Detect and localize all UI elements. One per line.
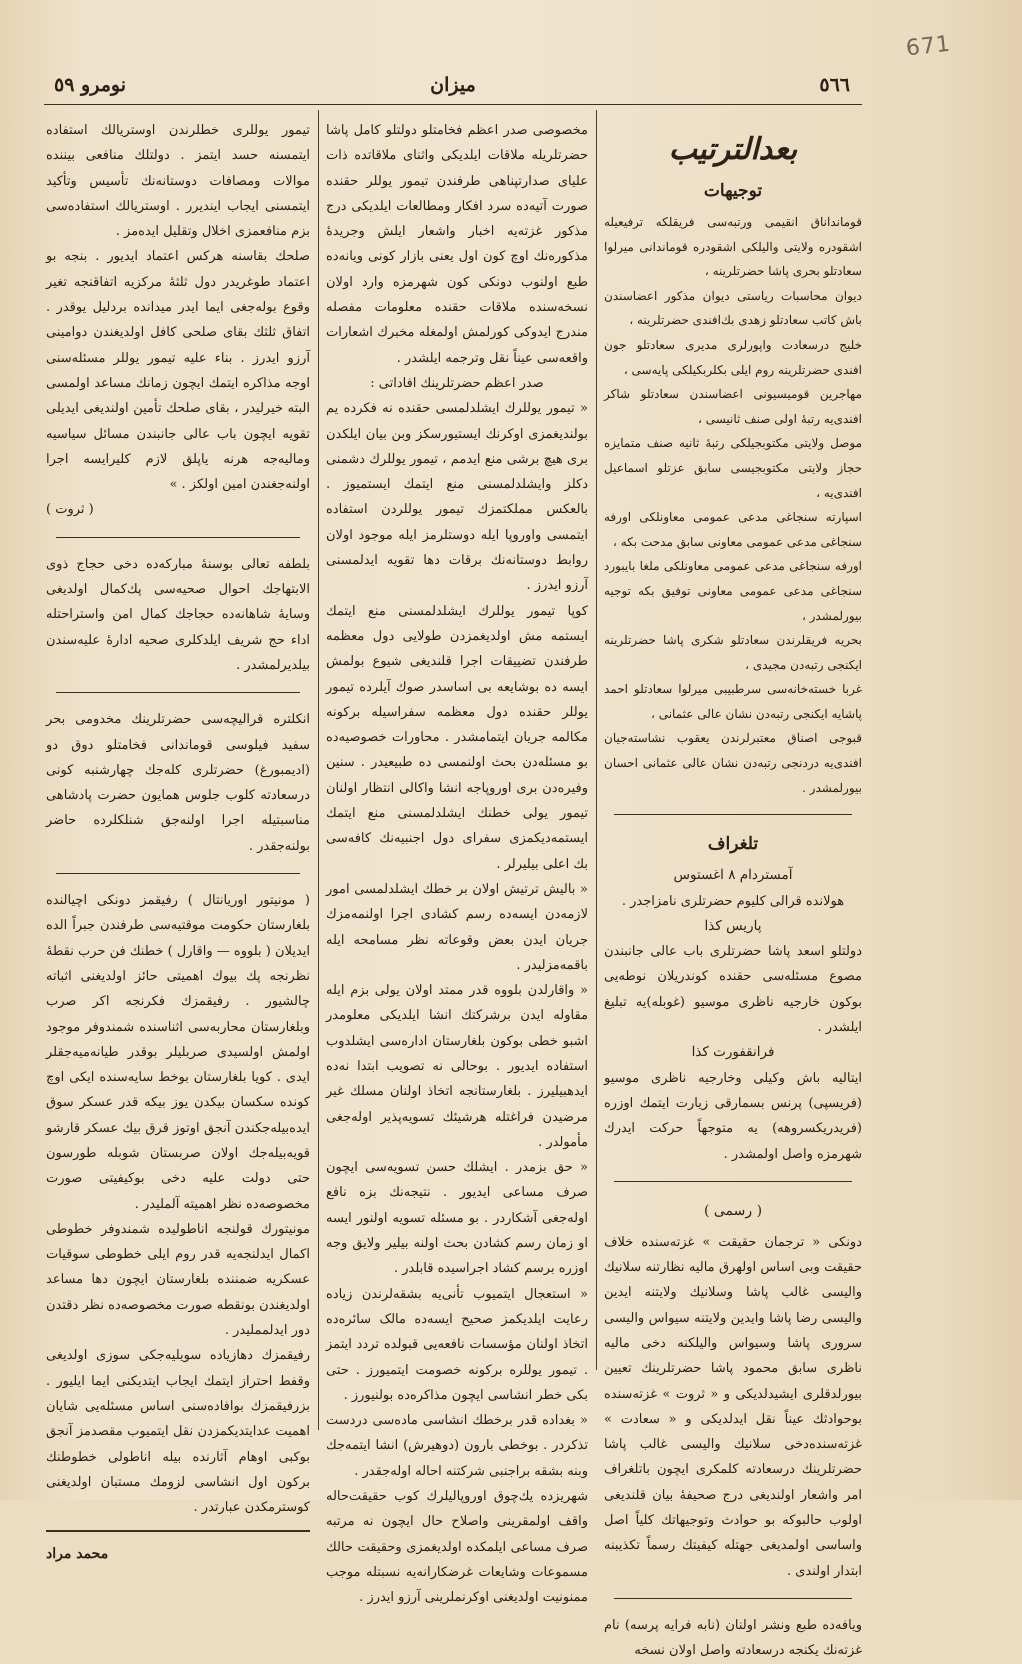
newspaper-title: میزان	[430, 74, 476, 96]
page-header	[44, 70, 862, 102]
railway-paragraph: تیمور یوللری خطلرندن اوستریالك استفاده ایتمسنه حسد ایتمز . دولتلك منافعی بیننده موالات ومصافات دوستانه‌نك تأسیس وتأکید ایتمسنی ایجاب ایندیرر . اوستریالك استفاده‌سی بزم منافعمزی اخلال وتقلیل ایده‌مز .	[46, 123, 310, 240]
section-masthead: بعدالترتیب	[668, 132, 798, 167]
telegraph-dateline-2: پاریس کذا	[704, 917, 762, 934]
column-right	[604, 118, 862, 1659]
telegraph-dateline-3: فرانقفورت کذا	[691, 1044, 775, 1061]
section-separator	[614, 814, 852, 815]
signature-rule	[46, 1530, 310, 1532]
section-separator-2	[614, 1181, 852, 1182]
peace-paragraph: صلحك بقاسنه هرکس اعتماد ایدیور . بنجه بو اعتماد طوغریدر دول ثلثهٔ مرکزیه اتفاقنجه تغیر وقوع بوله‌جغی ایما ایدر میدانده بردلیل یوقدر . اتفاق ثلثك بقای صلحی کافل اولدیغندن دوامینی آرزو ایدرز . بناء علیه تیمور یوللر مسئله‌سنی اوجه مذاکره ایتمك ایچون زمانك مساعد اولمسی البته خیرلیدر ، بقای صلحك تأمین اولندیغی ایدیلی تقویه ایچون باب عالی جانبندن مسائل سیاسیه ومالیه‌جه هرنه یاپلق لازم کلیرایسه اجرا اولنه‌جغندن امین اولکز . »	[46, 249, 310, 493]
appointment-4: مهاجرین قومیسیونی اعضاسندن سعادتلو شاکر افندی‌یه رتبهٔ اولی صنف ثانیسی ،	[604, 387, 862, 426]
decoration-1: بحریه فریقلرندن سعادتلو شکری پاشا حضرتلرینه ایکنجی رتبه‌دن مجیدی ،	[604, 633, 862, 672]
section-separator-left-1	[56, 537, 300, 538]
interview-heading: صدر اعظم حضرتلرینك افاداتی :	[370, 375, 544, 391]
telegraph-item-1: هولانده قرالی کلیوم حضرتلری نامزاجدر .	[621, 893, 845, 909]
official-title: ( رسمی )	[703, 1202, 763, 1219]
column-divider-right	[596, 110, 597, 1370]
interview-paragraph-4: « واقارلدن بلووه قدر ممتد اولان یولی بزم ایله مقاوله ایدن برشرکتك انشا ایلدیکی معلومدر اشبو خطی بوکون بلغارستان اداره‌سی ایشلدوب استفاده ایدیور . بوحالی نه تصویب ابتدا نه‌ده ایدهبیلیرز . بلغارستانجه اتخاذ اولنان مسلك غیر مرضیدن فراغتله هرشیئك تسویه‌پذیر اوله‌جغی مأمولدر .	[326, 983, 588, 1150]
telegraph-dateline-1: آمستردام ۸ اغستوس	[673, 867, 793, 884]
handwritten-page-annotation: 671	[904, 31, 953, 62]
telegraph-item-2: دولتلو اسعد پاشا حضرتلری باب عالی جانبندن مصوع مسئله‌سی حقنده کوندریلان نوطه‌یی بوکون خارجیه ناظری موسیو (غوبله)یه تبلیغ ایلشدر .	[604, 944, 862, 1036]
appointment-3: خلیج درسعادت واپورلری مدیری سعادتلو جون افندی حضرتلرینه روم ایلی بکلربکیلکی پایه‌سی ،	[604, 337, 862, 377]
appointment-7: اورفه سنجاغی مدعی عمومی معاونلکی ملغا بایبورد سنجاغی مدعی عمومی معاونی توفیق بکه توجیه بیورلمشدر ،	[604, 559, 862, 623]
column-middle	[326, 118, 588, 1606]
interview-paragraph-5: « حق بزمدر . ایشلك حسن تسویه‌سی ایچون صرف مساعی ایدیور . نتیجه‌نك بزه نافع اوله‌جغی آشکاردر . بو مسئله تسویه اولنور ایسه او زمان رسم کشادن بحث اولنه بیلیر ولایق وجه اوزره برسم کشاد اجراسیده قابلدر .	[326, 1160, 588, 1277]
page-number: ٥٦٦	[819, 74, 850, 96]
official-correction: دونکی « ترجمان حقیقت » غزته‌سنده خلاف حقیقت وبی اساس اولهرق مالیه نظارتنه سلانیك والیسی غالب پاشا وسلانیك ولایتنه ایدین والیسی رضا پاشا وایدین ولایتنه سیواس والیسی سروری پاشا وسیواس والیلکنه دخی مالیه ناظری سابق محمود پاشا حضرتلرینك تعیین بیورلدقلری ایشیدلدیکی و « ثروت » غزته‌سنده بوحوادثك عیناً نقل ایدلدیکی و « سعادت » غزته‌سنده‌دخی سلانیك والیسی غالب پاشا حضرتلرینك درسعادته کلمکری ایچون باتلغراف امر واشعار اولندیغی درج صحیفهٔ بیان قلندیغی اولوب حالبوکه بو حوادث وتوجیهاتك کلیاً اصل واساسی اولمدیغی جهتله کیفیتك رسماً تکذیبنه ابتدار اولندی .	[604, 1234, 862, 1579]
column-left	[46, 118, 310, 1563]
moniteur-paragraph-2: مونیتورك قولنجه اناطولیده شمندوفر خطوطی اکمال ایدلنجه‌یه قدر روم ایلی خطوطی سوقیات عسکریه ضمننده بلغارستان ایچون دها مساعد اولدیغندن بونقطه صورت مخصوصه‌ده نظر دقتدن دور ایدلمملیدر .	[46, 1221, 310, 1339]
source-servet: ( ثروت )	[46, 502, 94, 518]
moniteur-paragraph-3: رفیقمزك دهازیاده سویلیه‌جکی سوزی اولدیغی وقفط احتراز ایتمك ایجاب ایتدیکنی ایما ایلیور . بزرفیقمزك بوافاده‌سنی اساس مسئله‌یی شایان اهمیت عدایتدیکمزدن نقل ایتمیوب مقصدمز آنجق بوکبی اوهام آثارنده بیله اناطولی خطوطنك برکون اول انشاسی لزومك مستبان اولدیغنی کوسترمکدن عبارتدر .	[46, 1348, 310, 1516]
issue-number: نومرو ٥٩	[54, 74, 126, 96]
telegraph-item-3: ایتالیه باش وکیلی وخارجیه ناظری موسیو (فریسپی) پرنس بسمارقی زیارت ایتمك اوزره (فریدریکسروهه) یه متوجهاً حرکت ایدرك شهرمزه واصل اولمشدر .	[604, 1070, 862, 1162]
interview-paragraph-6: « استعجال ایتمیوب تأنی‌یه بشقه‌لرندن زیاده رعایت ایلدیکمز صحیح ایسه‌ده مالک سائره‌ده اتخاذ اولنان مؤسسات نافعه‌یی قبولده تردد ایتمز . تیمور یوللره برکونه خصومت ایتمیورز . حتی بکی خطر انشاسی ایچون مذاکره‌ده بولنیورز .	[326, 1286, 588, 1403]
interview-paragraph-3: « بالیش ترتیش اولان بر خطك ایشلدلمسی امور لازمه‌دن ایسه‌ده رسم کشادی اجرا اولنمه‌مزك جریان ایدن بعض وقوعاته نظر مسامحه ایله باقمه‌مزلیدر .	[326, 881, 588, 973]
decoration-3: قبوجی اصناق معتبرلرندن یعقوب نشاسته‌جیان افندی‌یه دردنجی رتبه‌دن نشان عالی عثمانی احسان بیورلمشدر .	[604, 731, 862, 795]
column-divider-left	[318, 110, 319, 1430]
interview-paragraph-7: « بغداده قدر برخطك انشاسی ماده‌سی دردست تذکردر . بوخطی بارون (دوهیرش) انشا ایتمه‌جك وبنه بشقه براجنبی شرکتنه احاله اوله‌جقدر .	[326, 1413, 588, 1479]
pilgrims-paragraph: بلطفه تعالی بوسنهٔ مبارکه‌ده دخی حجاج ذوی الابتهاجك احوال صحیه‌سی پك‌کمال اولدیغی وسایهٔ شاهانه‌ده حجاجك کمال امن واستراحتله اداء حج شریف ایلدکلری صحیه ادارهٔ علیه‌سندن بیلدیرلمشدر .	[46, 556, 310, 673]
appointment-5: موصل ولایتی مکتوبجیلکی رتبهٔ ثانیه صنف متمایزه حجاز ولایتی مکتوبجیسی سابق عزتلو اسماعیل افندی‌یه ،	[604, 436, 862, 500]
header-rule	[44, 104, 862, 105]
interview-intro: مخصوصی صدر اعظم فخامتلو دولتلو کامل پاشا حضرتلریله ملاقات ایلدیکی واثنای ملاقاتده ذات علیای صدارتپناهی طرفندن تیمور یوللر حقنده صورت آتیه‌ده سرد افکار ومطالعات ایلدیکی درج مذکور غزته‌یه اخبار واشعار ایلش وجریدهٔ مذکوره‌نك اوچ کون اول یعنی بازار کونی ویانه‌ده طبع اولنوب دونکی کون شهرمزه وارد اولان نسخه‌سنده ملاقات حقنده معلومات مفصله مندرج ایدوکی کورلمش اولمغله مخبرك اشعارات واقعه‌سی عیناً نقل وترجمه ایلشدر .	[326, 123, 588, 366]
interview-paragraph-1: « تیمور یوللرك ایشلدلمسی حقنده نه فکرده یم بولندیغمزی اوکرنك ایستیورسکز وبن بیان ایلکدن بری هیچ برشی منع ایدمم ، تیمور یوللرك دشمنی دکلز وایشلدلمسنی منع ایتمك ایستمیوز . بالعکس مملکتمزك تیمور یوللردن استفاده ایتمسی واوروپا ایله دوستلرمز ایله موجود اولان روابط دوستانه‌نك برقات دها تقویه ایدلمسنی آرزو ایدرز .	[326, 401, 588, 594]
foreign-press-note: ویافه‌ده طبع ونشر اولنان (نابه فرایه پرسه) نام غزته‌نك یکنجه درسعادته واصل اولان نسخه	[604, 1617, 862, 1659]
author-signature: محمد مراد	[46, 1546, 109, 1563]
appointment-6: اسپارته سنجاغی مدعی عمومی معاونلکی اورفه سنجاغی مدعی عمومی معاونی سابق مدحت بکه ،	[604, 510, 862, 549]
section-separator-left-3	[56, 873, 300, 874]
interview-paragraph-2: کوپا تیمور یوللرك ایشلدلمسنی منع ایتمك ایستمه مش اولدیغمزدن طولایی دول معظمه طرفندن تضییقات اجرا قلندیغی شیوع بولمش ایسه ده بوشایعه بی اساسدر صوك آیلرده تیمور یوللر حقنده دول معظمه سفراسیله برکونه مکالمه جریان ایتمامشدر . محاورات خصوصیه‌ده بو مسئله‌دن بحث اولنمسی ده طبیعیدر . سنین وفیره‌دن بری اوروپاجه انشا واکالی انتظار اولنان تیمور یولی خطنك ایشلدلمسنی منع ایتمك ایستمه‌دیکمزی سفرای دول اجنبیه‌نك کافه‌سی بك اعلی بیلیرلر .	[326, 603, 588, 872]
moniteur-paragraph-1: ( مونیتور اوریانتال ) رفیقمز دونکی اچیالنده بلغارستان حکومت موقتیه‌سی طرفندن جبراً الده ایدیلان ( بلووه — واقارل ) خطنك فن حرب نقطهٔ نظرنجه پك بیوك اهمیتی حائز اولدیغنی اثباته چالشیور . رفیقمزك فکرنجه اکر صرب وبلغارستان محاربه‌سی اثناسنده شمندوفر موجود اولمش اولسیدی صربلیلر بوقدر طیانه‌میه‌جقلر ایدی . کویا بلغارستان بوخط سایه‌سنده ایکی اوچ کونده سکسان بیکدن یوز بیکه قدر عسکر سوق ایده‌بیله‌جکندن آنجق اوتوز قرق بیك عسکر قارشو قویه‌بیله‌جك اولان صربستان شوبله طورسون حتی دولت علیه دخی بوکیفیتی صورت مخصوصه‌ده نظر اهمیته آلملیدر .	[46, 893, 310, 1212]
appointment-2: دیوان محاسبات ریاستی دیوان مذکور اعضاسندن باش کاتب سعادتلو زهدی بك‌افندی حضرتلرینه ،	[604, 288, 862, 328]
telegraph-title: تلغراف	[707, 834, 759, 855]
appointments-title: توجیهات	[703, 181, 763, 201]
interview-paragraph-8: شهریزده یك‌چوق اوروپالیلرك کوب حقیقت‌حاله واقف اولمقرینی واصلاح حال ایچون نه مرتبه صرف مساعی ایلمکده اولدیغمزی وحقیقت حالك مسموعات وشایعات غرضکارانه‌یه نسبتله موجب ممنونیت اولدیغنی اوکرنملرینی آرزو ایدرز .	[326, 1489, 588, 1606]
section-separator-left-2	[56, 692, 300, 693]
duke-visit-paragraph: انکلتره قرالیچه‌سی حضرتلرینك مخدومی بحر سفید فیلوسی قوماندانی فخامتلو دوق دو (ادیمبورغ) حضرتلری کله‌جك چهارشنبه کونی درسعادته کلوب جلوس همایون حضرت پادشاهی مناسبتیله اجرا اولنه‌جق شنلکلرده حاضر بولنه‌جقدر .	[46, 712, 310, 854]
decoration-2: غربا خسته‌خانه‌سی سرطبیبی میرلوا سعادتلو احمد پاشایه ایکنجی رتبه‌دن نشان عالی عثمانی ،	[604, 682, 862, 721]
section-separator-3	[614, 1598, 852, 1599]
appointment-1: قومانداناق انقیمی ورتبه‌سی فریقلکه ترفیعیله اشقودره ولایتی والیلکی اشقودره قوماندانی میرلوا سعادتلو بحری پاشا حضرتلرینه ،	[604, 215, 862, 279]
